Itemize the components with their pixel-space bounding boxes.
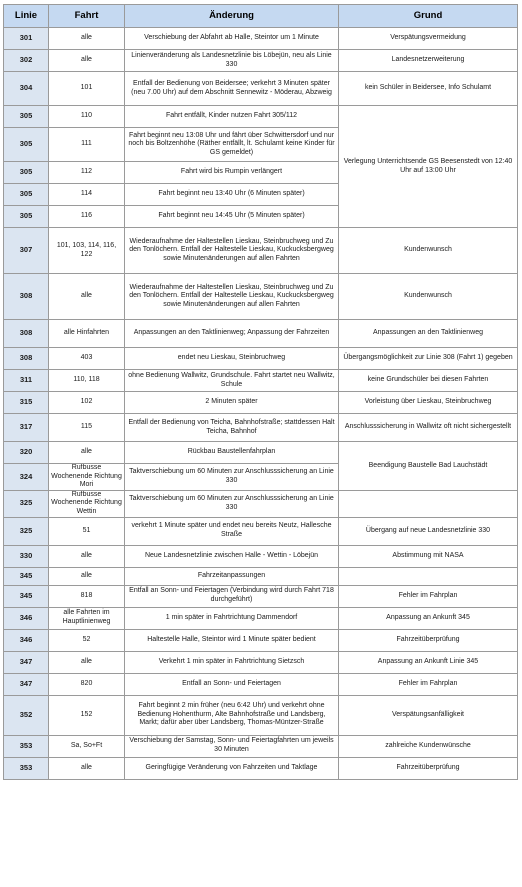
- header-fahrt: Fahrt: [49, 5, 125, 28]
- table-row: [4, 490, 518, 517]
- aenderung-cell: Taktverschiebung um 60 Minuten zur Anschlusssicherung an Linie 330: [125, 464, 339, 491]
- fahrt-cell: 110: [49, 106, 125, 128]
- fahrt-cell: 114: [49, 184, 125, 206]
- linie-cell: 330: [4, 545, 49, 567]
- header-linie: Linie: [4, 5, 49, 28]
- aenderung-cell: Anpassungen an den Taktlinienweg; Anpassung der Fahrzeiten: [125, 320, 339, 348]
- aenderung-cell: Verschiebung der Abfahrt ab Halle, Steintor um 1 Minute: [125, 28, 339, 50]
- grund-cell: Anpassungen an den Taktlinienweg: [339, 320, 518, 348]
- table-row: [4, 28, 518, 50]
- table-row: [4, 651, 518, 673]
- header-grund: Grund: [339, 5, 518, 28]
- aenderung-cell: Fahrzeitanpassungen: [125, 567, 339, 585]
- table-row: [4, 517, 518, 545]
- fahrt-cell: Rufbusse Wochenende Richtung Mori: [49, 464, 125, 491]
- aenderung-cell: ohne Bedienung Wallwitz, Grundschule. Fahrt startet neu Wallwitz, Schule: [125, 370, 339, 392]
- linie-cell: 347: [4, 673, 49, 695]
- grund-cell: Abstimmung mit NASA: [339, 545, 518, 567]
- header-row: [4, 5, 518, 28]
- table-body: [4, 28, 518, 780]
- grund-cell: keine Grundschüler bei diesen Fahrten: [339, 370, 518, 392]
- grund-cell: Fahrzeitüberprüfung: [339, 629, 518, 651]
- table-row: [4, 442, 518, 464]
- fahrt-cell: Rufbusse Wochenende Richtung Wettin: [49, 490, 125, 517]
- linie-cell: 347: [4, 651, 49, 673]
- aenderung-cell: Fahrt beginnt neu 13:08 Uhr und fährt über Schwittersdorf und nur noch bis Boltzenhöhe (Räther entfällt, lt. Schulamt keine Kinder für GS gemeldet): [125, 128, 339, 162]
- aenderung-cell: Entfall an Sonn- und Feiertagen: [125, 673, 339, 695]
- table-row: [4, 414, 518, 442]
- linie-cell: 305: [4, 106, 49, 128]
- fahrt-cell: 820: [49, 673, 125, 695]
- aenderung-cell: Verschiebung der Samstag, Sonn- und Feiertagfahrten um jeweils 30 Minuten: [125, 735, 339, 757]
- table-row: [4, 72, 518, 106]
- header-aenderung: Änderung: [125, 5, 339, 28]
- linie-cell: 352: [4, 695, 49, 735]
- grund-cell: Vorleistung über Lieskau, Steinbruchweg: [339, 392, 518, 414]
- linie-cell: 305: [4, 162, 49, 184]
- table-row: [4, 274, 518, 320]
- grund-cell: Anschlusssicherung in Wallwitz oft nicht sichergestellt: [339, 414, 518, 442]
- fahrt-cell: alle: [49, 28, 125, 50]
- fahrt-cell: alle: [49, 50, 125, 72]
- fahrt-cell: 152: [49, 695, 125, 735]
- grund-cell: Verlegung Unterrichtsende GS Beesenstedt von 12:40 Uhr auf 13:00 Uhr: [339, 106, 518, 228]
- aenderung-cell: Taktverschiebung um 60 Minuten zur Anschlusssicherung an Linie 330: [125, 490, 339, 517]
- fahrt-cell: Sa, So+Ft: [49, 735, 125, 757]
- linie-cell: 345: [4, 585, 49, 607]
- table-row: [4, 320, 518, 348]
- fahrt-cell: alle: [49, 757, 125, 779]
- grund-cell: kein Schüler in Beidersee, Info Schulamt: [339, 72, 518, 106]
- table-row: [4, 392, 518, 414]
- aenderung-cell: Linienveränderung als Landesnetzlinie bis Löbejün, neu als Linie 330: [125, 50, 339, 72]
- linie-cell: 308: [4, 274, 49, 320]
- fahrt-cell: 102: [49, 392, 125, 414]
- grund-cell: Beendigung Baustelle Bad Lauchstädt: [339, 442, 518, 491]
- grund-cell: Landesnetzerweiterung: [339, 50, 518, 72]
- grund-cell: Anpassung an Ankunft Linie 345: [339, 651, 518, 673]
- aenderung-cell: Geringfügige Veränderung von Fahrzeiten und Taktlage: [125, 757, 339, 779]
- table-row: [4, 673, 518, 695]
- linie-cell: 345: [4, 567, 49, 585]
- table-row: [4, 348, 518, 370]
- aenderung-cell: endet neu Lieskau, Steinbruchweg: [125, 348, 339, 370]
- fahrt-cell: 403: [49, 348, 125, 370]
- table-row: [4, 228, 518, 274]
- table-row: [4, 545, 518, 567]
- fahrt-cell: alle: [49, 651, 125, 673]
- table-row: [4, 370, 518, 392]
- aenderung-cell: Fahrt beginnt neu 13:40 Uhr (6 Minuten später): [125, 184, 339, 206]
- linie-cell: 311: [4, 370, 49, 392]
- grund-cell: [339, 490, 518, 517]
- fahrt-cell: 52: [49, 629, 125, 651]
- fahrt-cell: alle: [49, 274, 125, 320]
- grund-cell: Fehler im Fahrplan: [339, 585, 518, 607]
- linie-cell: 317: [4, 414, 49, 442]
- aenderung-cell: Haltestelle Halle, Steintor wird 1 Minute später bedient: [125, 629, 339, 651]
- linie-cell: 305: [4, 184, 49, 206]
- aenderung-cell: Entfall der Bedienung von Beidersee; verkehrt 3 Minuten später (neu 7.00 Uhr) auf dem Abschnitt Sennewitz - Möderau, Abzweig: [125, 72, 339, 106]
- aenderung-cell: Verkehrt 1 min später in Fahrtrichtung Sietzsch: [125, 651, 339, 673]
- grund-cell: Anpassung an Ankunft 345: [339, 607, 518, 629]
- table-row: [4, 607, 518, 629]
- fahrt-cell: alle: [49, 545, 125, 567]
- grund-cell: Verspätungsanfälligkeit: [339, 695, 518, 735]
- aenderung-cell: Fahrt beginnt 2 min früher (neu 6:42 Uhr) und verkehrt ohne Bedienung Hohenthurm, Alte Bahnhofstraße und Landsberg, Markt; dafür aber über Landsberg, Thomas-Müntzer-Straße: [125, 695, 339, 735]
- linie-cell: 304: [4, 72, 49, 106]
- table-row: [4, 757, 518, 779]
- grund-cell: zahlreiche Kundenwünsche: [339, 735, 518, 757]
- linie-cell: 325: [4, 517, 49, 545]
- grund-cell: Kundenwunsch: [339, 228, 518, 274]
- aenderung-cell: Fahrt beginnt neu 14:45 Uhr (5 Minuten später): [125, 206, 339, 228]
- linie-cell: 353: [4, 757, 49, 779]
- grund-cell: Verspätungsvermeidung: [339, 28, 518, 50]
- table-row: [4, 50, 518, 72]
- linie-cell: 308: [4, 320, 49, 348]
- linie-cell: 305: [4, 128, 49, 162]
- linie-cell: 302: [4, 50, 49, 72]
- fahrt-cell: 115: [49, 414, 125, 442]
- grund-cell: [339, 567, 518, 585]
- linie-cell: 346: [4, 629, 49, 651]
- table-row: [4, 106, 518, 128]
- grund-cell: Fehler im Fahrplan: [339, 673, 518, 695]
- fahrt-cell: alle: [49, 567, 125, 585]
- table-row: [4, 735, 518, 757]
- linie-cell: 315: [4, 392, 49, 414]
- linie-cell: 307: [4, 228, 49, 274]
- fahrt-cell: 111: [49, 128, 125, 162]
- change-table: [3, 4, 518, 780]
- aenderung-cell: Entfall an Sonn- und Feiertagen (Verbindung wird durch Fahrt 718 durchgeführt): [125, 585, 339, 607]
- fahrt-cell: 101, 103, 114, 116, 122: [49, 228, 125, 274]
- aenderung-cell: Wiederaufnahme der Haltestellen Lieskau, Steinbruchweg und Zu den Tonlöchern. Entfall der Haltestelle Lieskau, Kuckucksbergweg sowie Minutenänderungen auf allen Fahrten: [125, 274, 339, 320]
- fahrt-cell: alle Fahrten im Hauptlinienweg: [49, 607, 125, 629]
- fahrt-cell: 110, 118: [49, 370, 125, 392]
- linie-cell: 320: [4, 442, 49, 464]
- aenderung-cell: Fahrt entfällt, Kinder nutzen Fahrt 305/112: [125, 106, 339, 128]
- aenderung-cell: 2 Minuten später: [125, 392, 339, 414]
- aenderung-cell: 1 min später in Fahrtrichtung Dammendorf: [125, 607, 339, 629]
- linie-cell: 353: [4, 735, 49, 757]
- grund-cell: Fahrzeitüberprüfung: [339, 757, 518, 779]
- linie-cell: 325: [4, 490, 49, 517]
- linie-cell: 346: [4, 607, 49, 629]
- aenderung-cell: verkehrt 1 Minute später und endet neu bereits Neutz, Hallesche Straße: [125, 517, 339, 545]
- fahrt-cell: alle: [49, 442, 125, 464]
- aenderung-cell: Entfall der Bedienung von Teicha, Bahnhofstraße; stattdessen Halt Teicha, Bahnhof: [125, 414, 339, 442]
- fahrt-cell: 112: [49, 162, 125, 184]
- fahrt-cell: 818: [49, 585, 125, 607]
- aenderung-cell: Fahrt wird bis Rumpin verlängert: [125, 162, 339, 184]
- fahrt-cell: 116: [49, 206, 125, 228]
- aenderung-cell: Rückbau Baustellenfahrplan: [125, 442, 339, 464]
- grund-cell: Übergang auf neue Landesnetzlinie 330: [339, 517, 518, 545]
- linie-cell: 324: [4, 464, 49, 491]
- table-row: [4, 585, 518, 607]
- aenderung-cell: Neue Landesnetzlinie zwischen Halle - Wettin - Löbejün: [125, 545, 339, 567]
- fahrt-cell: 51: [49, 517, 125, 545]
- linie-cell: 305: [4, 206, 49, 228]
- table-row: [4, 695, 518, 735]
- table-row: [4, 629, 518, 651]
- grund-cell: Kundenwunsch: [339, 274, 518, 320]
- fahrt-cell: 101: [49, 72, 125, 106]
- table-row: [4, 567, 518, 585]
- linie-cell: 308: [4, 348, 49, 370]
- aenderung-cell: Wiederaufnahme der Haltestellen Lieskau, Steinbruchweg und Zu den Tonlöchern. Entfall der Haltestelle Lieskau, Kuckucksbergweg sowie Minutenänderungen auf allen Fahrten: [125, 228, 339, 274]
- grund-cell: Übergangsmöglichkeit zur Linie 308 (Fahrt 1) gegeben: [339, 348, 518, 370]
- fahrt-cell: alle Hinfahrten: [49, 320, 125, 348]
- linie-cell: 301: [4, 28, 49, 50]
